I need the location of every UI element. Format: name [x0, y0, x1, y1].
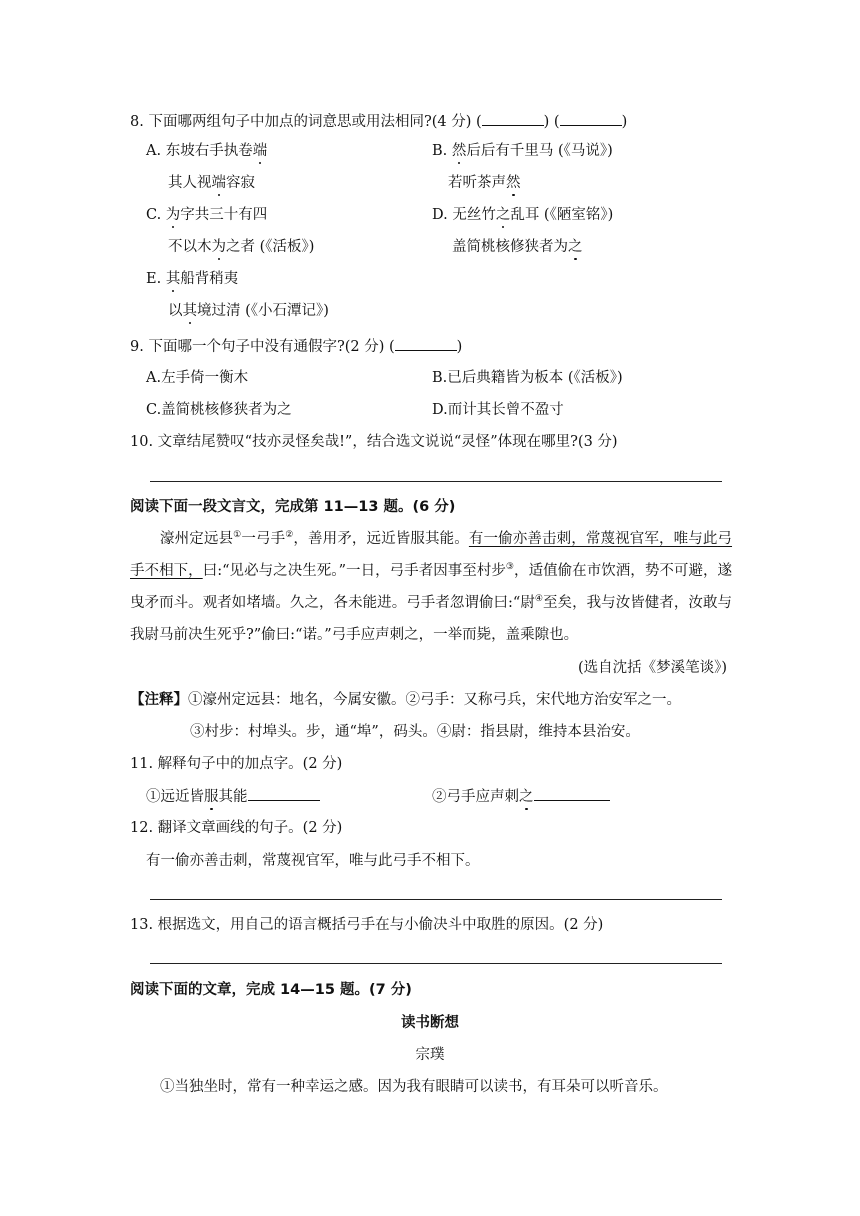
q9-option-b: B.已后典籍皆为板本 (《活板》): [432, 370, 623, 386]
q9-option-d: D.而计其长曾不盈寸: [432, 402, 564, 418]
answer-blank[interactable]: [482, 111, 544, 126]
q8-option-b-line1: B. 然后后有千里马 (《马说》): [432, 143, 613, 159]
article-author: 宗璞: [415, 1047, 445, 1063]
section2-passage: 濠州定远县①一弓手②，善用矛，远近皆服其能。有一偷亦善击刺，常蔑视官军，唯与此弓手不相下，曰:“见必与之决生死。”一日，弓手者因事至村步③，适值偷在市饮酒，势不可避，遂曳矛而斗。观者如堵墙。久之，各未能进。弓手者忽谓偷曰:“尉④至矣，我与汝皆健者，汝敢与我尉马前决生死乎?”偷曰:“诺。”弓手应声刺之，一举而毙，盖乘隙也。: [130, 530, 733, 643]
q8-option-a-line1: A. 东坡右手执卷端: [146, 143, 268, 159]
q12-sentence: 有一偷亦善击刺，常蔑视官军，唯与此弓手不相下。: [146, 853, 480, 869]
answer-line[interactable]: [150, 481, 722, 482]
q11-item-a: ①远近皆服其能: [146, 786, 320, 807]
underlined-sentence-cont: 弓手不相下，: [130, 531, 733, 579]
q9-stem: 9. 下面哪一个句子中没有通假字?(2 分) ( ): [130, 336, 462, 357]
q8-option-c-line2: 不以木为之者 (《活板》): [168, 239, 315, 255]
article-title: 读书断想: [401, 1015, 459, 1031]
q8-stem: 8. 下面哪两组句子中加点的词意思或用法相同?(4 分) ( ) ( ): [130, 111, 627, 132]
section3-heading: 阅读下面的文章，完成 14—15 题。(7 分): [130, 982, 412, 998]
q13-stem: 13. 根据选文，用自己的语言概括弓手在与小偷决斗中取胜的原因。(2 分): [130, 917, 604, 933]
q8-option-e-line2: 以其境过清 (《小石潭记》): [168, 303, 329, 319]
answer-line[interactable]: [150, 899, 722, 900]
q8-option-a-line2: 其人视端容寂: [168, 175, 255, 191]
answer-blank[interactable]: [534, 786, 610, 801]
q8-option-c-line1: C. 为字共三十有四: [146, 207, 268, 223]
q8-option-d-line1: D. 无丝竹之乱耳 (《陋室铭》): [432, 207, 614, 223]
answer-blank[interactable]: [560, 111, 622, 126]
q12-stem: 12. 翻译文章画线的句子。(2 分): [130, 820, 343, 836]
passage-source: (选自沈括《梦溪笔谈》): [578, 660, 728, 676]
notes-line1: 【注释】①濠州定远县：地名，今属安徽。②弓手：又称弓兵，宋代地方治安军之一。: [130, 692, 681, 708]
article-paragraph-1: ①当独坐时，常有一种幸运之感。因为我有眼睛可以读书，有耳朵可以听音乐。: [160, 1079, 668, 1095]
answer-blank[interactable]: [395, 336, 457, 351]
notes-line2: ③村步：村埠头。步，通“埠”，码头。④尉：指县尉，维持本县治安。: [190, 724, 640, 740]
q9-option-a: A.左手倚一衡木: [146, 370, 249, 386]
underlined-sentence: 有一偷亦善击刺，常蔑视官军，唯与此: [468, 531, 718, 547]
q11-stem: 11. 解释句子中的加点字。(2 分): [130, 756, 343, 772]
answer-blank[interactable]: [248, 786, 320, 801]
section2-heading: 阅读下面一段文言文，完成第 11—13 题。(6 分): [130, 499, 456, 515]
q10-stem: 10. 文章结尾赞叹“技亦灵怪矣哉!”，结合选文说说“灵怪”体现在哪里?(3 分): [130, 434, 618, 450]
q8-option-b-line2: 若听茶声然: [448, 175, 521, 191]
q9-option-c: C.盖简桃核修狭者为之: [146, 402, 292, 418]
q8-option-d-line2: 盖简桃核修狭者为之: [452, 239, 583, 255]
answer-line[interactable]: [150, 963, 722, 964]
q11-item-b: ②弓手应声刺之: [432, 786, 610, 807]
q8-option-e-line1: E. 其船背稍夷: [146, 271, 239, 287]
